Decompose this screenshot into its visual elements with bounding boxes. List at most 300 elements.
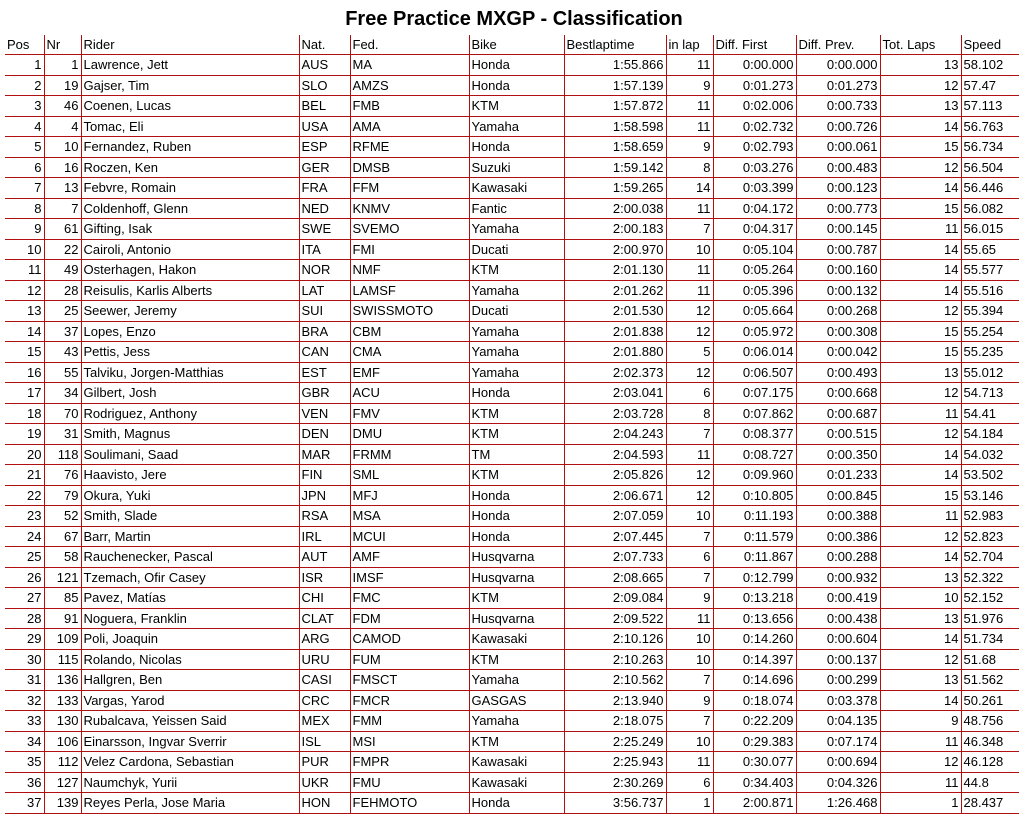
cell-nr: 76 [44,465,81,486]
cell-tot-laps: 14 [880,629,961,650]
cell-nr: 121 [44,567,81,588]
cell-diff-prev: 0:00.668 [796,383,880,404]
cell-pos: 32 [5,690,44,711]
cell-nr: 34 [44,383,81,404]
cell-in-lap: 11 [666,116,713,137]
cell-bike: KTM [469,588,564,609]
cell-speed: 54.713 [961,383,1019,404]
table-row [5,321,1019,342]
cell-diff-prev: 0:00.733 [796,96,880,117]
cell-in-lap: 7 [666,711,713,732]
table-row [5,260,1019,281]
cell-in-lap: 11 [666,198,713,219]
cell-pos: 6 [5,157,44,178]
cell-bike: Suzuki [469,157,564,178]
cell-pos: 5 [5,137,44,158]
cell-tot-laps: 13 [880,670,961,691]
page-title: Free Practice MXGP - Classification [345,8,683,30]
cell-tot-laps: 13 [880,96,961,117]
cell-rider: Noguera, Franklin [81,608,299,629]
cell-fed: EMF [350,362,469,383]
cell-rider: Gilbert, Josh [81,383,299,404]
cell-diff-prev: 0:00.308 [796,321,880,342]
cell-diff-first: 0:13.218 [713,588,796,609]
cell-bestlaptime: 2:07.733 [564,547,666,568]
cell-speed: 51.68 [961,649,1019,670]
cell-nat: CLAT [299,608,350,629]
cell-nat: AUS [299,55,350,76]
cell-diff-first: 0:05.264 [713,260,796,281]
cell-rider: Cairoli, Antonio [81,239,299,260]
cell-speed: 51.734 [961,629,1019,650]
cell-bestlaptime: 1:59.265 [564,178,666,199]
cell-speed: 53.146 [961,485,1019,506]
cell-diff-prev: 0:00.288 [796,547,880,568]
cell-pos: 1 [5,55,44,76]
cell-nr: 13 [44,178,81,199]
cell-tot-laps: 14 [880,260,961,281]
cell-diff-first: 0:04.317 [713,219,796,240]
cell-speed: 52.704 [961,547,1019,568]
cell-diff-prev: 0:00.000 [796,55,880,76]
cell-diff-prev: 0:00.493 [796,362,880,383]
cell-nat: MAR [299,444,350,465]
cell-bestlaptime: 2:25.943 [564,752,666,773]
table-row [5,793,1019,814]
cell-nat: SLO [299,75,350,96]
cell-in-lap: 7 [666,567,713,588]
cell-diff-prev: 0:00.123 [796,178,880,199]
table-row [5,506,1019,527]
cell-nr: 28 [44,280,81,301]
cell-in-lap: 9 [666,690,713,711]
cell-in-lap: 11 [666,444,713,465]
cell-in-lap: 11 [666,260,713,281]
cell-bike: Yamaha [469,670,564,691]
cell-nat: USA [299,116,350,137]
cell-tot-laps: 14 [880,690,961,711]
cell-pos: 7 [5,178,44,199]
cell-bestlaptime: 1:57.872 [564,96,666,117]
cell-diff-first: 0:03.276 [713,157,796,178]
cell-diff-prev: 0:00.932 [796,567,880,588]
cell-nr: 31 [44,424,81,445]
cell-bike: KTM [469,96,564,117]
cell-rider: Reyes Perla, Jose Maria [81,793,299,814]
cell-bestlaptime: 2:00.183 [564,219,666,240]
cell-diff-first: 0:08.377 [713,424,796,445]
cell-bike: Kawasaki [469,629,564,650]
cell-diff-first: 0:01.273 [713,75,796,96]
cell-nat: VEN [299,403,350,424]
cell-diff-prev: 0:00.604 [796,629,880,650]
table-row [5,629,1019,650]
cell-fed: FUM [350,649,469,670]
cell-in-lap: 11 [666,280,713,301]
cell-pos: 29 [5,629,44,650]
cell-rider: Smith, Slade [81,506,299,527]
cell-in-lap: 9 [666,75,713,96]
cell-speed: 44.8 [961,772,1019,793]
cell-in-lap: 11 [666,96,713,117]
cell-speed: 55.012 [961,362,1019,383]
cell-speed: 57.47 [961,75,1019,96]
cell-in-lap: 6 [666,547,713,568]
table-row [5,731,1019,752]
cell-pos: 19 [5,424,44,445]
cell-pos: 22 [5,485,44,506]
cell-nat: ARG [299,629,350,650]
table-header-row [5,35,1019,55]
cell-diff-first: 0:14.397 [713,649,796,670]
cell-tot-laps: 14 [880,465,961,486]
cell-speed: 50.261 [961,690,1019,711]
cell-nat: NOR [299,260,350,281]
cell-in-lap: 7 [666,219,713,240]
cell-bestlaptime: 2:07.059 [564,506,666,527]
cell-nat: CASI [299,670,350,691]
cell-in-lap: 7 [666,526,713,547]
cell-bike: Honda [469,485,564,506]
cell-diff-prev: 0:00.268 [796,301,880,322]
cell-nr: 43 [44,342,81,363]
cell-bike: TM [469,444,564,465]
cell-tot-laps: 13 [880,608,961,629]
cell-nr: 37 [44,321,81,342]
cell-diff-prev: 0:00.419 [796,588,880,609]
cell-diff-prev: 0:00.845 [796,485,880,506]
cell-speed: 46.128 [961,752,1019,773]
cell-nat: RSA [299,506,350,527]
cell-fed: IMSF [350,567,469,588]
cell-speed: 54.032 [961,444,1019,465]
cell-bike: Honda [469,137,564,158]
cell-bestlaptime: 2:00.970 [564,239,666,260]
table-row [5,198,1019,219]
cell-speed: 57.113 [961,96,1019,117]
col-header-pos: Pos [5,35,44,55]
cell-tot-laps: 13 [880,55,961,76]
cell-tot-laps: 14 [880,116,961,137]
cell-pos: 12 [5,280,44,301]
cell-nr: 1 [44,55,81,76]
cell-bike: Yamaha [469,711,564,732]
cell-diff-first: 0:04.172 [713,198,796,219]
cell-speed: 56.446 [961,178,1019,199]
cell-bestlaptime: 2:01.838 [564,321,666,342]
cell-nat: BEL [299,96,350,117]
table-row [5,772,1019,793]
cell-rider: Pettis, Jess [81,342,299,363]
cell-tot-laps: 13 [880,362,961,383]
cell-diff-first: 0:09.960 [713,465,796,486]
cell-fed: FMSCT [350,670,469,691]
cell-diff-prev: 0:00.787 [796,239,880,260]
cell-diff-first: 0:02.006 [713,96,796,117]
cell-rider: Osterhagen, Hakon [81,260,299,281]
cell-nat: URU [299,649,350,670]
cell-tot-laps: 11 [880,403,961,424]
cell-diff-prev: 0:00.773 [796,198,880,219]
cell-nat: JPN [299,485,350,506]
cell-nat: GER [299,157,350,178]
cell-diff-first: 0:30.077 [713,752,796,773]
cell-rider: Rolando, Nicolas [81,649,299,670]
cell-nr: 130 [44,711,81,732]
cell-diff-prev: 0:00.694 [796,752,880,773]
cell-bestlaptime: 2:03.041 [564,383,666,404]
cell-bike: Honda [469,793,564,814]
cell-nat: FRA [299,178,350,199]
cell-pos: 4 [5,116,44,137]
cell-bestlaptime: 2:01.880 [564,342,666,363]
cell-diff-prev: 1:26.468 [796,793,880,814]
cell-fed: FFM [350,178,469,199]
cell-rider: Barr, Martin [81,526,299,547]
cell-bike: Ducati [469,301,564,322]
cell-bike: KTM [469,403,564,424]
cell-in-lap: 12 [666,321,713,342]
cell-nat: ISL [299,731,350,752]
cell-fed: MSI [350,731,469,752]
cell-fed: NMF [350,260,469,281]
table-row [5,137,1019,158]
cell-pos: 17 [5,383,44,404]
cell-diff-prev: 0:04.135 [796,711,880,732]
cell-nat: CHI [299,588,350,609]
cell-diff-prev: 0:00.386 [796,526,880,547]
col-header-diff-first: Diff. First [713,35,796,55]
cell-speed: 52.983 [961,506,1019,527]
col-header-speed: Speed [961,35,1019,55]
table-row [5,75,1019,96]
cell-bike: KTM [469,731,564,752]
cell-diff-first: 0:08.727 [713,444,796,465]
cell-in-lap: 12 [666,301,713,322]
cell-pos: 11 [5,260,44,281]
cell-bike: Kawasaki [469,752,564,773]
table-row [5,55,1019,76]
cell-bike: Kawasaki [469,178,564,199]
cell-nr: 19 [44,75,81,96]
cell-tot-laps: 14 [880,547,961,568]
cell-speed: 56.763 [961,116,1019,137]
cell-in-lap: 9 [666,137,713,158]
cell-diff-prev: 0:00.160 [796,260,880,281]
cell-pos: 24 [5,526,44,547]
cell-bestlaptime: 2:08.665 [564,567,666,588]
cell-rider: Smith, Magnus [81,424,299,445]
cell-bike: Husqvarna [469,608,564,629]
cell-bestlaptime: 2:13.940 [564,690,666,711]
cell-pos: 25 [5,547,44,568]
cell-in-lap: 12 [666,362,713,383]
cell-nr: 109 [44,629,81,650]
cell-nr: 115 [44,649,81,670]
cell-diff-prev: 0:00.145 [796,219,880,240]
table-row [5,280,1019,301]
table-row [5,342,1019,363]
table-row [5,465,1019,486]
cell-bestlaptime: 2:03.728 [564,403,666,424]
cell-fed: MA [350,55,469,76]
cell-tot-laps: 14 [880,239,961,260]
cell-rider: Gajser, Tim [81,75,299,96]
cell-speed: 55.235 [961,342,1019,363]
cell-pos: 37 [5,793,44,814]
table-row [5,485,1019,506]
cell-bestlaptime: 2:30.269 [564,772,666,793]
cell-fed: RFME [350,137,469,158]
cell-fed: FMPR [350,752,469,773]
cell-nat: SWE [299,219,350,240]
cell-nr: 136 [44,670,81,691]
cell-pos: 26 [5,567,44,588]
table-row [5,96,1019,117]
cell-speed: 58.102 [961,55,1019,76]
cell-nr: 55 [44,362,81,383]
cell-fed: FMU [350,772,469,793]
cell-speed: 56.504 [961,157,1019,178]
cell-fed: AMZS [350,75,469,96]
cell-nr: 58 [44,547,81,568]
cell-bestlaptime: 2:01.530 [564,301,666,322]
cell-in-lap: 6 [666,772,713,793]
cell-speed: 52.322 [961,567,1019,588]
cell-bestlaptime: 2:10.126 [564,629,666,650]
cell-nr: 79 [44,485,81,506]
cell-pos: 28 [5,608,44,629]
cell-tot-laps: 12 [880,752,961,773]
cell-nat: GBR [299,383,350,404]
cell-diff-first: 2:00.871 [713,793,796,814]
cell-in-lap: 8 [666,157,713,178]
cell-bestlaptime: 2:04.593 [564,444,666,465]
cell-tot-laps: 13 [880,567,961,588]
cell-bestlaptime: 1:59.142 [564,157,666,178]
cell-fed: AMA [350,116,469,137]
cell-bike: Kawasaki [469,772,564,793]
cell-pos: 21 [5,465,44,486]
col-header-diff-prev: Diff. Prev. [796,35,880,55]
cell-fed: CAMOD [350,629,469,650]
cell-diff-first: 0:05.104 [713,239,796,260]
cell-nat: MEX [299,711,350,732]
table-row [5,649,1019,670]
cell-bestlaptime: 1:58.598 [564,116,666,137]
cell-fed: MCUI [350,526,469,547]
cell-bike: Honda [469,55,564,76]
cell-fed: LAMSF [350,280,469,301]
cell-fed: FDM [350,608,469,629]
cell-in-lap: 11 [666,752,713,773]
cell-bike: GASGAS [469,690,564,711]
cell-fed: FMB [350,96,469,117]
cell-tot-laps: 15 [880,198,961,219]
cell-bike: Yamaha [469,219,564,240]
cell-tot-laps: 1 [880,793,961,814]
cell-nr: 22 [44,239,81,260]
cell-nr: 46 [44,96,81,117]
cell-bike: Yamaha [469,116,564,137]
cell-diff-first: 0:07.175 [713,383,796,404]
cell-tot-laps: 12 [880,75,961,96]
cell-fed: FMI [350,239,469,260]
cell-bike: Honda [469,506,564,527]
cell-bestlaptime: 2:10.263 [564,649,666,670]
cell-nat: NED [299,198,350,219]
cell-diff-first: 0:02.793 [713,137,796,158]
cell-nat: SUI [299,301,350,322]
cell-nat: BRA [299,321,350,342]
cell-bike: Yamaha [469,321,564,342]
cell-diff-prev: 0:00.350 [796,444,880,465]
table-row [5,690,1019,711]
cell-diff-first: 0:00.000 [713,55,796,76]
cell-rider: Rubalcava, Yeissen Said [81,711,299,732]
cell-nat: EST [299,362,350,383]
cell-fed: CBM [350,321,469,342]
cell-rider: Talviku, Jorgen-Matthias [81,362,299,383]
table-row [5,178,1019,199]
cell-bestlaptime: 2:10.562 [564,670,666,691]
cell-bestlaptime: 2:09.522 [564,608,666,629]
cell-bestlaptime: 2:04.243 [564,424,666,445]
cell-bestlaptime: 2:01.262 [564,280,666,301]
table-row [5,608,1019,629]
cell-bestlaptime: 2:09.084 [564,588,666,609]
cell-diff-prev: 0:00.132 [796,280,880,301]
cell-nr: 106 [44,731,81,752]
cell-pos: 9 [5,219,44,240]
cell-tot-laps: 11 [880,731,961,752]
cell-rider: Einarsson, Ingvar Sverrir [81,731,299,752]
cell-diff-prev: 0:00.483 [796,157,880,178]
cell-fed: KNMV [350,198,469,219]
cell-fed: FMV [350,403,469,424]
cell-diff-first: 0:05.396 [713,280,796,301]
cell-nat: ISR [299,567,350,588]
cell-speed: 54.41 [961,403,1019,424]
cell-in-lap: 10 [666,506,713,527]
cell-diff-first: 0:05.972 [713,321,796,342]
cell-diff-first: 0:11.193 [713,506,796,527]
cell-rider: Seewer, Jeremy [81,301,299,322]
cell-in-lap: 14 [666,178,713,199]
cell-in-lap: 7 [666,670,713,691]
cell-nr: 49 [44,260,81,281]
cell-rider: Velez Cardona, Sebastian [81,752,299,773]
cell-nat: AUT [299,547,350,568]
cell-bestlaptime: 2:25.249 [564,731,666,752]
cell-nat: FIN [299,465,350,486]
cell-fed: AMF [350,547,469,568]
cell-tot-laps: 12 [880,649,961,670]
cell-in-lap: 10 [666,649,713,670]
cell-nr: 127 [44,772,81,793]
col-header-nat: Nat. [299,35,350,55]
cell-rider: Reisulis, Karlis Alberts [81,280,299,301]
cell-pos: 10 [5,239,44,260]
cell-diff-first: 0:05.664 [713,301,796,322]
cell-rider: Rauchenecker, Pascal [81,547,299,568]
cell-pos: 3 [5,96,44,117]
table-row [5,444,1019,465]
cell-rider: Roczen, Ken [81,157,299,178]
cell-in-lap: 9 [666,588,713,609]
cell-speed: 55.254 [961,321,1019,342]
cell-diff-first: 0:10.805 [713,485,796,506]
